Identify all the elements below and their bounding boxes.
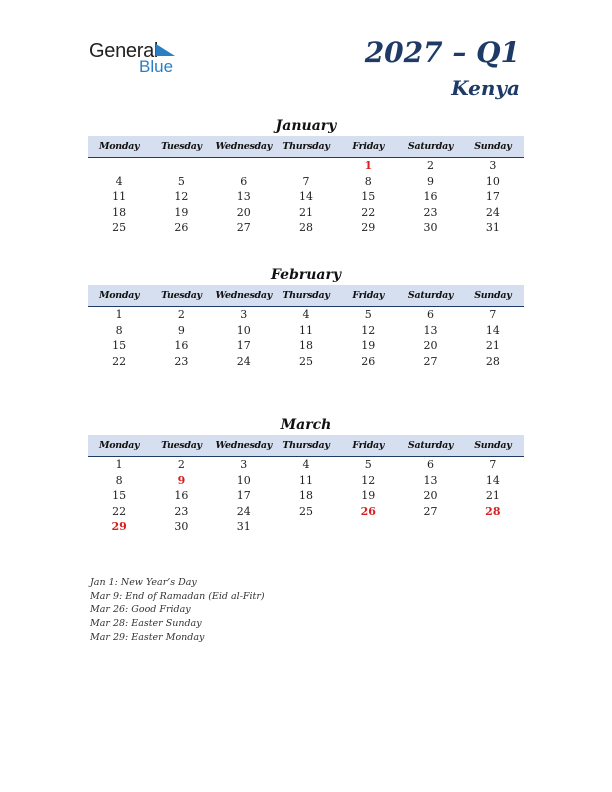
week-row (88, 457, 524, 473)
day-cell: 10 (236, 323, 251, 337)
day-cell: 14 (298, 190, 313, 203)
month-name: March (280, 417, 332, 433)
holiday-note: Mar 29: Easter Monday (90, 631, 205, 643)
day-cell: 7 (489, 458, 497, 471)
day-cell: 4 (302, 458, 310, 471)
week-row (88, 220, 524, 236)
weekday-label: Thursday (282, 440, 330, 451)
day-cell: 26 (361, 354, 376, 368)
day-cell: 3 (240, 458, 248, 471)
day-cell: 26 (174, 221, 189, 234)
month-name: January (275, 118, 337, 134)
holiday-day-cell: 26 (360, 504, 376, 518)
day-cell: 28 (298, 221, 313, 234)
day-cell: 17 (236, 339, 251, 352)
month-january (88, 116, 524, 236)
holiday-notes (90, 576, 265, 644)
day-cell: 21 (485, 489, 500, 502)
day-cell: 3 (240, 308, 248, 321)
week-row (88, 473, 524, 489)
weekday-label: Monday (99, 440, 140, 451)
day-cell: 25 (298, 354, 313, 368)
week-row (88, 354, 524, 370)
day-cell: 2 (427, 159, 435, 172)
day-cell: 16 (174, 339, 189, 352)
day-cell: 21 (485, 339, 500, 352)
day-cell: 17 (485, 190, 500, 203)
week-row (88, 307, 524, 323)
weekday-label: Tuesday (161, 141, 202, 152)
weekday-label: Friday (352, 141, 385, 152)
day-cell: 4 (302, 308, 310, 321)
weekday-label: Monday (99, 141, 140, 152)
day-cell: 23 (174, 504, 189, 518)
day-cell: 28 (485, 354, 500, 368)
day-cell: 14 (485, 323, 500, 337)
day-cell: 29 (361, 221, 376, 234)
day-cell (150, 158, 212, 174)
week-row (88, 323, 524, 339)
day-cell: 24 (485, 205, 500, 219)
weekday-label: Wednesday (215, 141, 272, 152)
day-cell: 6 (427, 308, 435, 321)
country-subtitle: Kenya (451, 76, 520, 100)
week-row (88, 338, 524, 354)
day-cell: 8 (364, 174, 372, 188)
weekday-label: Monday (99, 290, 140, 301)
week-row (88, 189, 524, 205)
day-cell: 2 (177, 458, 185, 471)
day-cell (275, 519, 337, 535)
weekday-label: Sunday (474, 141, 512, 152)
day-cell: 18 (298, 489, 313, 502)
day-cell: 19 (361, 489, 376, 502)
day-cell: 27 (236, 221, 251, 234)
day-cell: 27 (423, 504, 438, 518)
day-cell: 13 (423, 323, 438, 337)
weekday-label: Thursday (282, 141, 330, 152)
day-cell: 10 (236, 473, 251, 487)
day-cell: 5 (364, 458, 372, 471)
day-cell: 10 (485, 174, 500, 188)
day-cell: 17 (236, 489, 251, 502)
day-cell: 6 (240, 174, 248, 188)
day-cell: 5 (177, 174, 185, 188)
week-row (88, 519, 524, 535)
day-cell: 15 (112, 489, 127, 502)
week-row (88, 488, 524, 504)
day-cell: 25 (298, 504, 313, 518)
day-cell: 15 (112, 339, 127, 352)
day-cell: 12 (361, 473, 376, 487)
day-cell: 3 (489, 159, 497, 172)
day-cell: 7 (302, 174, 310, 188)
day-cell: 16 (174, 489, 189, 502)
week-row (88, 205, 524, 221)
weekday-label: Saturday (407, 290, 454, 301)
weekday-header (88, 136, 524, 158)
day-cell: 1 (115, 308, 123, 321)
day-cell: 11 (298, 473, 313, 487)
day-cell (213, 158, 275, 174)
weekday-label: Tuesday (161, 440, 202, 451)
holiday-day-cell: 1 (364, 159, 373, 172)
day-cell (88, 158, 150, 174)
holiday-day-cell: 9 (177, 473, 186, 487)
weekday-label: Sunday (474, 440, 512, 451)
day-cell: 30 (174, 520, 189, 533)
day-cell: 11 (112, 190, 127, 203)
weekday-label: Sunday (474, 290, 512, 301)
holiday-day-cell: 28 (485, 504, 501, 518)
month-february (88, 265, 524, 369)
weekday-header (88, 285, 524, 307)
day-cell: 20 (236, 205, 251, 219)
day-cell: 12 (361, 323, 376, 337)
logo-text-general: General (89, 40, 159, 62)
weekday-label: Saturday (407, 141, 454, 152)
day-cell: 5 (364, 308, 372, 321)
weekday-label: Saturday (407, 440, 454, 451)
day-cell (399, 519, 461, 535)
weekday-label: Wednesday (215, 290, 272, 301)
logo (89, 40, 189, 76)
day-cell (275, 158, 337, 174)
month-name: February (270, 267, 341, 283)
day-cell: 1 (115, 458, 123, 471)
day-cell: 19 (174, 205, 189, 219)
day-cell: 24 (236, 354, 251, 368)
weekday-label: Thursday (282, 290, 330, 301)
day-cell: 22 (112, 354, 127, 368)
day-cell: 30 (423, 221, 438, 234)
day-cell: 21 (298, 205, 313, 219)
day-cell: 22 (361, 205, 376, 219)
weekday-label: Wednesday (215, 440, 272, 451)
day-cell: 18 (112, 205, 127, 219)
day-cell: 31 (236, 520, 251, 533)
month-march (88, 415, 524, 535)
day-cell: 22 (112, 504, 127, 518)
day-cell: 13 (423, 473, 438, 487)
day-cell: 15 (361, 190, 376, 203)
day-cell: 31 (485, 221, 500, 234)
day-cell: 20 (423, 339, 438, 352)
day-cell: 8 (115, 473, 123, 487)
day-cell: 23 (174, 354, 189, 368)
page-title: 2027 – Q1 (364, 36, 520, 69)
day-cell: 6 (427, 458, 435, 471)
week-row (88, 174, 524, 190)
week-row (88, 504, 524, 520)
day-cell (462, 519, 524, 535)
day-cell (337, 519, 399, 535)
day-cell: 16 (423, 190, 438, 203)
day-cell: 2 (177, 308, 185, 321)
logo-text-blue: Blue (139, 57, 174, 76)
day-cell: 23 (423, 205, 438, 219)
day-cell: 4 (115, 174, 123, 188)
weekday-label: Friday (352, 290, 385, 301)
holiday-note: Mar 28: Easter Sunday (90, 618, 202, 630)
day-cell: 12 (174, 190, 189, 203)
logo-flag-icon (156, 44, 175, 56)
day-cell: 25 (112, 221, 127, 234)
day-cell: 13 (236, 190, 251, 203)
day-cell: 24 (236, 504, 251, 518)
day-cell: 11 (298, 323, 313, 337)
day-cell: 14 (485, 473, 500, 487)
day-cell: 9 (427, 174, 435, 188)
weekday-label: Friday (352, 440, 385, 451)
weekday-header (88, 435, 524, 457)
holiday-note: Jan 1: New Year’s Day (90, 577, 197, 588)
day-cell: 27 (423, 354, 438, 368)
holiday-day-cell: 29 (111, 520, 127, 533)
holiday-note: Mar 26: Good Friday (90, 604, 191, 616)
week-row (88, 158, 524, 174)
day-cell: 7 (489, 308, 497, 321)
day-cell: 19 (361, 339, 376, 352)
day-cell: 9 (177, 323, 185, 337)
day-cell: 8 (115, 323, 123, 337)
holiday-note: Mar 9: End of Ramadan (Eid al-Fitr) (90, 590, 265, 602)
day-cell: 18 (298, 339, 313, 352)
weekday-label: Tuesday (161, 290, 202, 301)
day-cell: 20 (423, 489, 438, 502)
